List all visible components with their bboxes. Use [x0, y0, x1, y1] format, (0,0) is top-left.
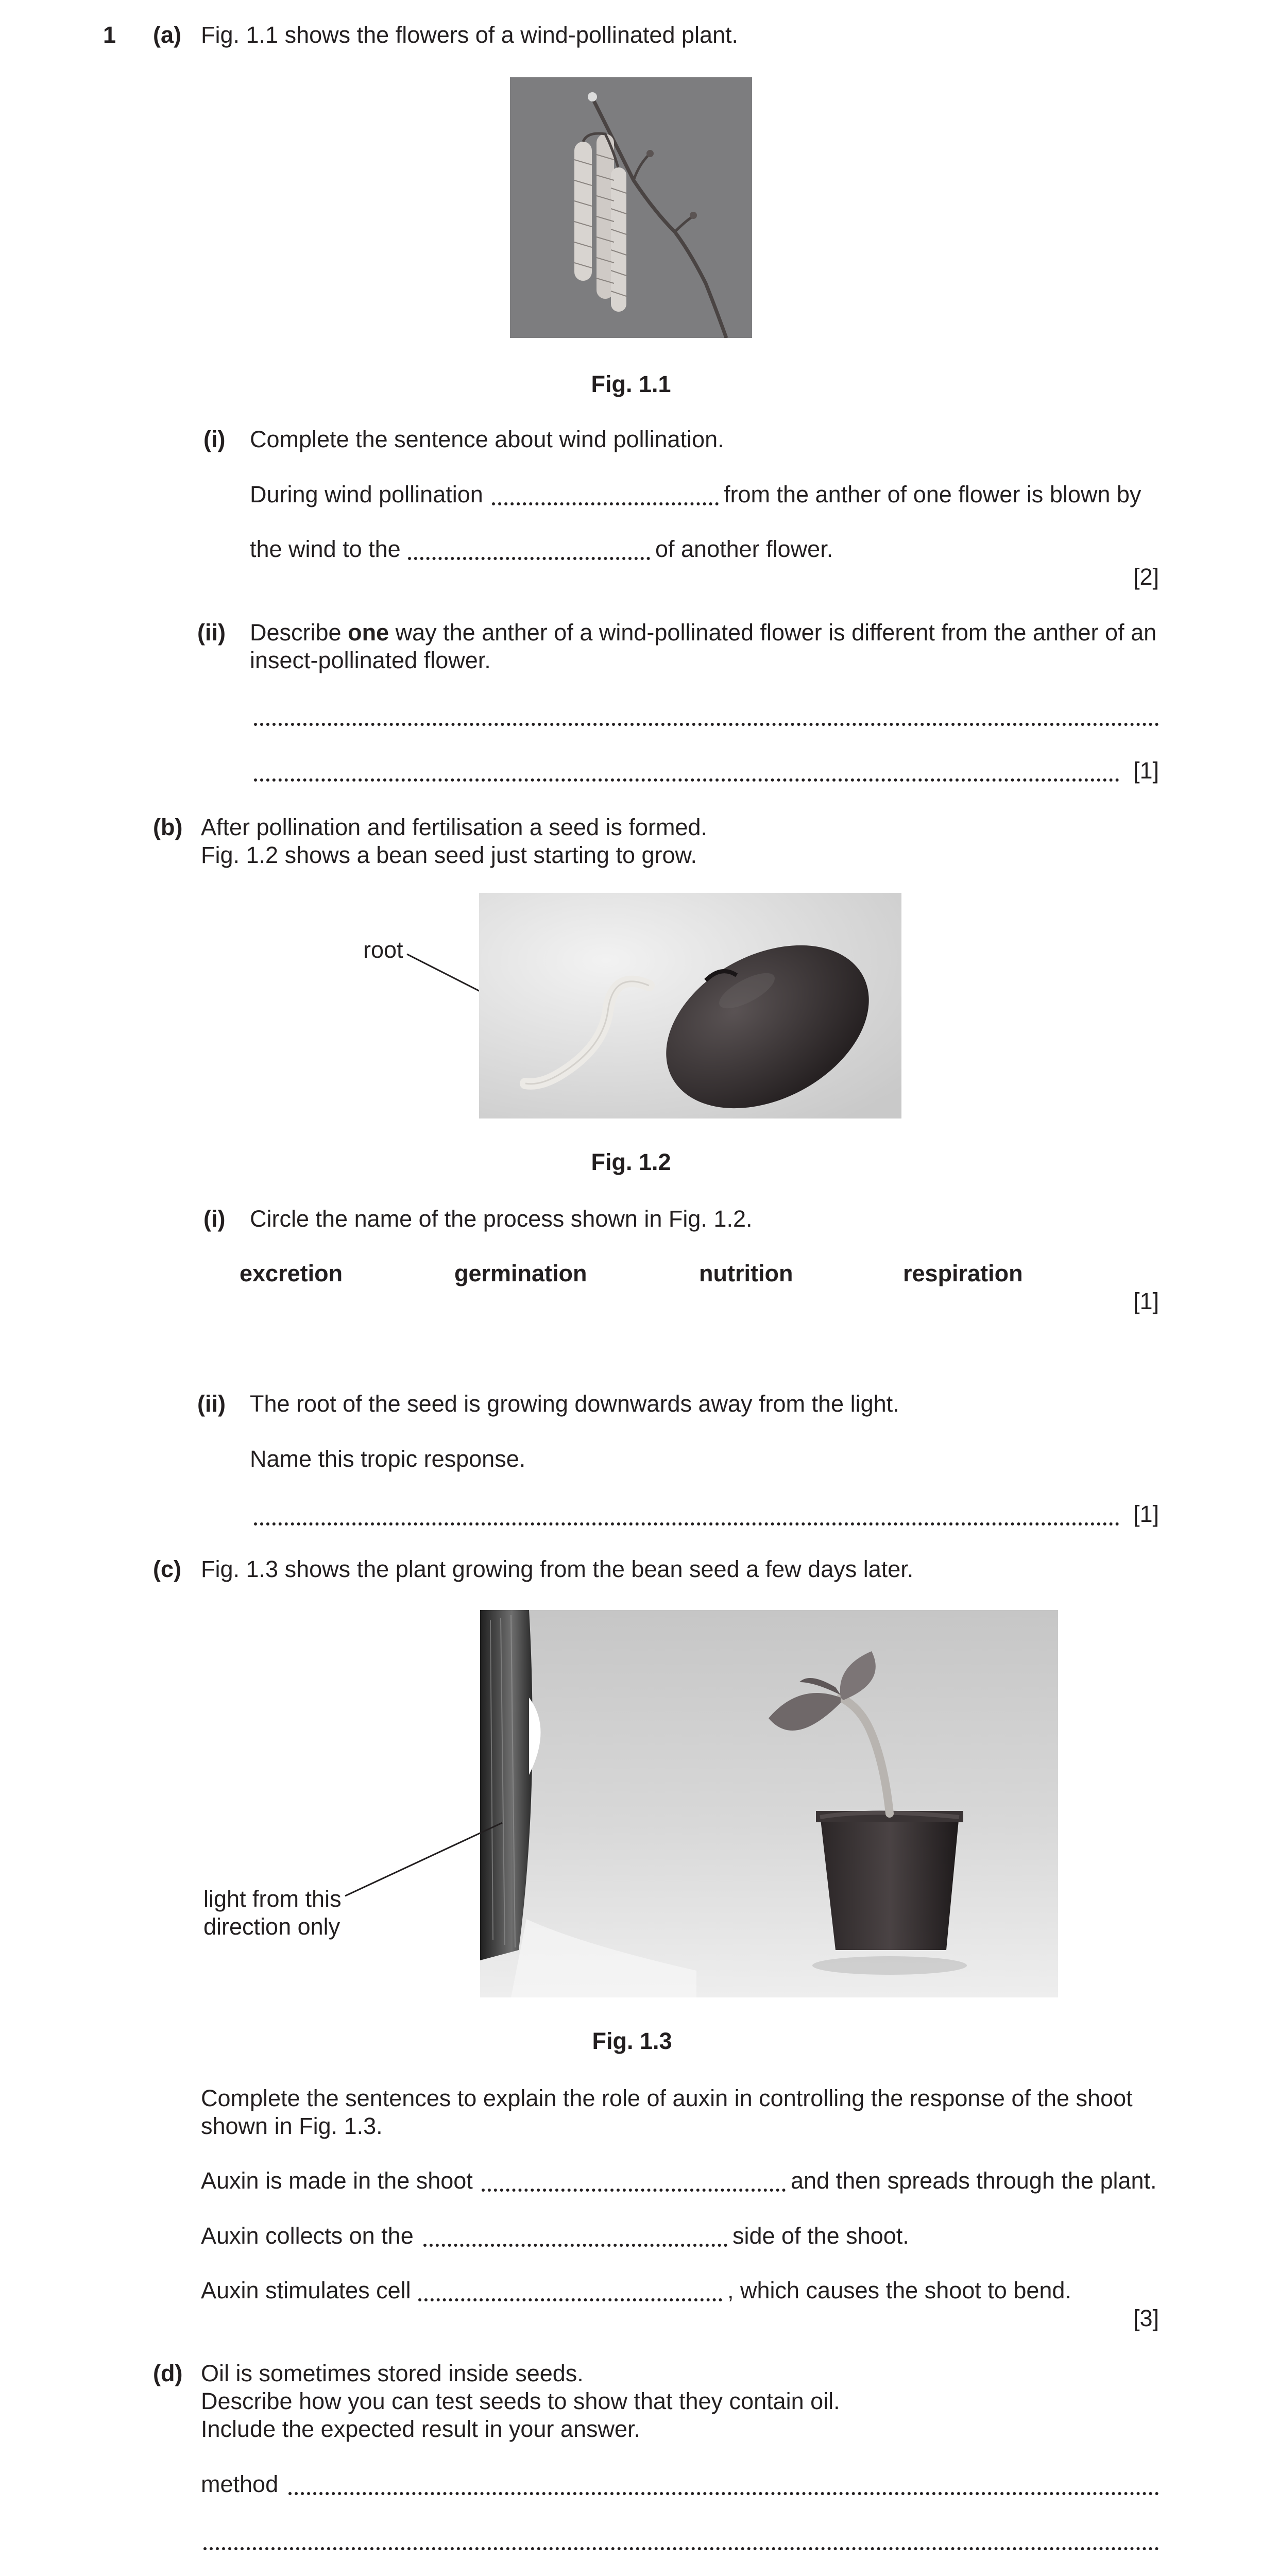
- answer-blank-a-i-1[interactable]: [492, 502, 719, 505]
- answer-blank-c-2[interactable]: [423, 2244, 727, 2247]
- method-label: method: [201, 2471, 279, 2497]
- answer-blank-c-1[interactable]: [482, 2189, 786, 2192]
- part-a-intro: Fig. 1.1 shows the flowers of a wind-pollinated plant.: [201, 22, 739, 48]
- part-a-i-prompt: Complete the sentence about wind pollination.: [250, 426, 724, 452]
- option-nutrition[interactable]: nutrition: [699, 1260, 793, 1286]
- part-a-i-line1-start: During wind pollination: [250, 481, 483, 507]
- option-excretion[interactable]: excretion: [240, 1260, 343, 1286]
- part-a-i-line2-start: the wind to the: [250, 536, 401, 562]
- part-c-intro: Fig. 1.3 shows the plant growing from the bean seed a few days later.: [201, 1556, 914, 1582]
- fig-1-1-catkins-photo: [510, 77, 752, 338]
- part-a-i-label: (i): [203, 426, 226, 452]
- answer-blank-a-i-2[interactable]: [408, 557, 650, 560]
- bean-seed-illustration: [479, 893, 901, 1118]
- part-c-para-2: shown in Fig. 1.3.: [201, 2113, 383, 2139]
- plant-lamp-illustration: [480, 1610, 1058, 1997]
- part-c-s1-end: and then spreads through the plant.: [791, 2167, 1157, 2194]
- part-b-ii-prompt-2: Name this tropic response.: [250, 1446, 526, 1472]
- part-c-s3-start: Auxin stimulates cell: [201, 2277, 411, 2303]
- part-c-s2-end: side of the shoot.: [732, 2223, 909, 2249]
- marks-c: [3]: [1133, 2305, 1159, 2331]
- marks-b-i: [1]: [1133, 1288, 1159, 1314]
- part-b-intro-1: After pollination and fertilisation a seed is formed.: [201, 814, 708, 840]
- fig-1-2-caption: Fig. 1.2: [591, 1149, 671, 1175]
- part-c-s1-start: Auxin is made in the shoot: [201, 2167, 473, 2194]
- part-c-label: (c): [153, 1556, 181, 1582]
- light-leader-line: [343, 1819, 507, 1901]
- part-a-i-line2-end: of another flower.: [655, 536, 833, 562]
- fig-1-3-plant-photo: [480, 1610, 1058, 1997]
- part-a-i-line1-end: from the anther of one flower is blown by: [724, 481, 1141, 507]
- option-germination[interactable]: germination: [454, 1260, 587, 1286]
- answer-line-method[interactable]: [288, 2492, 1159, 2495]
- part-a-ii-prompt: Describe one way the anther of a wind-pollinated flower is different from the anther of an: [250, 619, 1157, 646]
- part-b-i-prompt: Circle the name of the process shown in Fig. 1.2.: [250, 1206, 753, 1232]
- marks-a-ii: [1]: [1133, 757, 1159, 784]
- answer-line-b-ii[interactable]: [254, 1522, 1119, 1526]
- part-b-ii-prompt: The root of the seed is growing downwards away from the light.: [250, 1391, 899, 1417]
- fig-1-1-caption: Fig. 1.1: [591, 371, 671, 397]
- part-d-line-1: Oil is sometimes stored inside seeds.: [201, 2360, 584, 2386]
- part-b-i-label: (i): [203, 1206, 226, 1232]
- marks-a-i: [2]: [1133, 564, 1159, 590]
- part-c-s2-start: Auxin collects on the: [201, 2223, 414, 2249]
- part-d-line-2: Describe how you can test seeds to show that they contain oil.: [201, 2388, 840, 2414]
- question-number: 1: [103, 22, 116, 48]
- fig-1-3-label-line1: light from this: [203, 1886, 342, 1912]
- fig-1-2-bean-seed-photo: [479, 893, 901, 1118]
- part-d-line-3: Include the expected result in your answer.: [201, 2416, 641, 2442]
- answer-line-d-2[interactable]: [203, 2547, 1159, 2550]
- fig-1-3-label-line2: direction only: [203, 1913, 340, 1940]
- fig-1-2-root-label: root: [363, 937, 403, 963]
- part-b-intro-2: Fig. 1.2 shows a bean seed just starting to grow.: [201, 842, 697, 868]
- part-c-s3-end: , which causes the shoot to bend.: [727, 2277, 1071, 2303]
- part-c-para-1: Complete the sentences to explain the role of auxin in controlling the response of the shoot: [201, 2085, 1133, 2111]
- part-b-ii-label: (ii): [197, 1391, 226, 1417]
- marks-b-ii: [1]: [1133, 1501, 1159, 1527]
- part-a-ii-prompt-line2: insect-pollinated flower.: [250, 647, 491, 673]
- option-respiration[interactable]: respiration: [903, 1260, 1023, 1286]
- part-d-label: (d): [153, 2360, 183, 2386]
- part-b-label: (b): [153, 814, 183, 840]
- fig-1-3-caption: Fig. 1.3: [592, 2028, 672, 2054]
- part-a-label: (a): [153, 22, 181, 48]
- answer-line-a-ii-1[interactable]: [254, 723, 1159, 726]
- answer-blank-c-3[interactable]: [418, 2298, 722, 2301]
- answer-line-a-ii-2[interactable]: [254, 778, 1119, 782]
- part-a-ii-label: (ii): [197, 619, 226, 646]
- catkin-illustration: [510, 77, 752, 338]
